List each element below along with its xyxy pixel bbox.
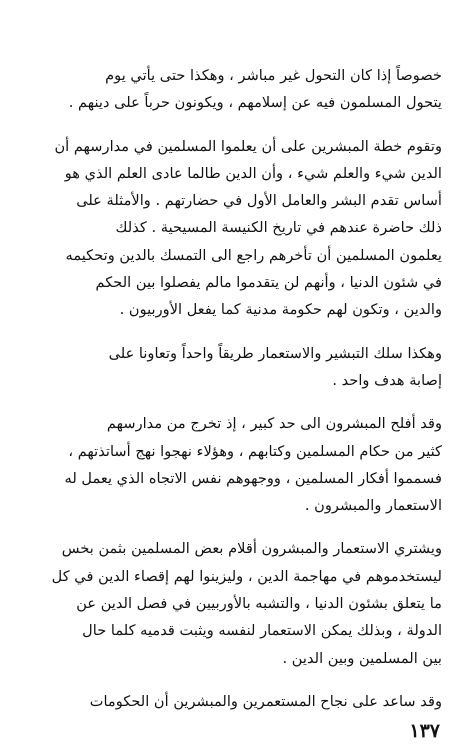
paragraph-gap (30, 519, 442, 535)
text-line: خصوصاً إذا كان التحول غير مباشر ، وهكذا حتى يأتي يوم (105, 67, 442, 84)
paragraph-gap (30, 117, 442, 133)
text-line: ذلك حاضرة عندهم في تاريخ الكنيسة المسيحية . كذلك (115, 219, 442, 237)
text-line: والدين ، وتكون لهم حكومة مدنية كما يفعل الأوربيون . (119, 301, 442, 319)
paragraph-6 (30, 688, 442, 715)
text-line: يعلمون المسلمين أن تأخرهم راجع الى التمسك بالدين وتحكيمه (65, 246, 442, 264)
document-page (30, 62, 442, 742)
text-line: وهكذا سلك التبشير والاستعمار طريقاً واحداً وتعاونا على (108, 344, 442, 362)
text-line: وقد ساعد على نجاح المستعمرين والمبشرين أن الحكومات (89, 692, 442, 710)
text-line: بين المسلمين وبين الدين . (282, 649, 442, 667)
paragraph-2 (30, 133, 442, 324)
text-line: إصابة هدف واحد . (332, 371, 442, 389)
page-number: ١٣٧ (409, 720, 440, 742)
text-line: ليستخدموهم في مهاجمة الدين ، وليزينوا لهم إقصاء الدين في كل (51, 567, 442, 585)
text-line: الدين شيء والعلم شيء ، وأن الدين طالما عادى العلم الذي هو (64, 164, 442, 182)
text-line: كثير من حكام المسلمين وكتابهم ، وهؤلاء نهجوا نهج أساتذتهم ، (68, 442, 442, 460)
paragraph-3 (30, 340, 442, 395)
paragraph-4 (30, 410, 442, 519)
paragraph-gap (30, 324, 442, 340)
text-line: ويشتري الاستعمار والمبشرون أقلام بعض المسلمين بثمن بخس (61, 540, 442, 558)
text-line: الاستعمار والمبشرون . (304, 497, 442, 515)
text-line: فسمموا أفكار المسلمين ، ووجهوهم نفس الاتجاه الذي يعمل له (64, 469, 442, 487)
paragraph-gap (30, 672, 442, 688)
paragraph-1 (30, 62, 442, 117)
paragraph-gap (30, 394, 442, 410)
text-line: أساس تقدم البشر والعامل الأول في حضارتهم . والأمثلة على (76, 192, 442, 210)
paragraph-5 (30, 535, 442, 671)
text-line: وقد أفلح المبشرون الى حد كبير ، إذ تخرج من مدارسهم (106, 415, 442, 433)
text-line: يتحول المسلمون فيه عن إسلامهم ، ويكونون حرباً على دينهم . (68, 94, 442, 112)
text-line: في شئون الدنيا ، وأنهم لن يتقدموا مالم يفصلوا بين الحكم (95, 274, 442, 292)
text-line: الدولة ، وبذلك يمكن الاستعمار لنفسه ويثبت قدميه كلما حال (82, 622, 442, 640)
text-line: ما يتعلق بشئون الدنيا ، والتشبه بالأوربيين في فصل الدين عن (76, 595, 442, 613)
text-line: وتقوم خطة المبشرين على أن يعلموا المسلمين في مدارسهم أن (54, 137, 442, 155)
